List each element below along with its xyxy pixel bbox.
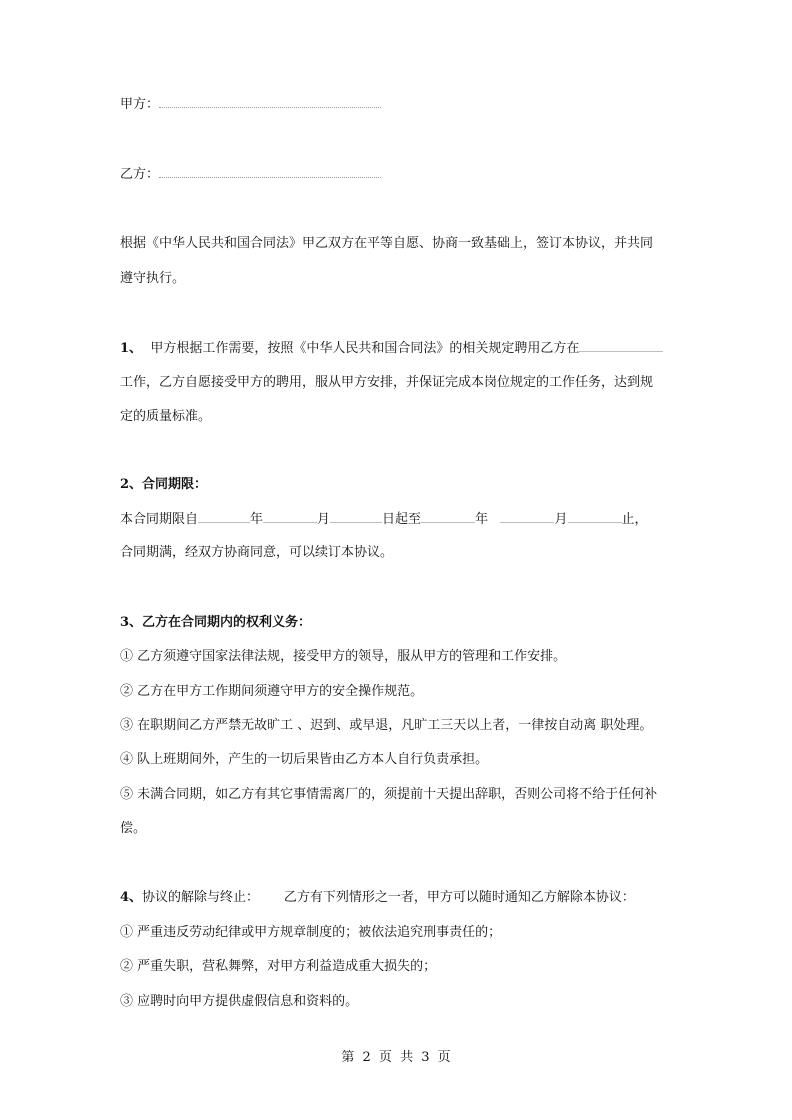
section-4-line-1 bbox=[120, 889, 635, 907]
term-end-label: 止， bbox=[621, 512, 648, 527]
footer-ye-1: 页 bbox=[378, 1050, 392, 1065]
footer-ye-2: 页 bbox=[437, 1050, 451, 1065]
start-day-label: 日起至 bbox=[382, 512, 422, 527]
section-4-item-2: ② 严重失职，营私舞弊，对甲方利益造成重大损失的； bbox=[120, 959, 437, 974]
section-4-item-3: ③ 应聘时向甲方提供虚假信息和资料的。 bbox=[120, 994, 359, 1009]
party-a-blank bbox=[159, 95, 381, 108]
section-3-item-4: ④ 队上班期间外，产生的一切后果皆由乙方本人自行负责承担。 bbox=[120, 752, 489, 767]
section-1-line-1 bbox=[120, 339, 663, 358]
section-3-item-5-continued: 偿。 bbox=[120, 821, 147, 836]
start-year-blank bbox=[198, 510, 250, 523]
party-b-blank bbox=[159, 165, 381, 178]
section-1-text: 甲方根据工作需要，按照《中华人民共和国合同法》的相关规定聘用乙方在 bbox=[150, 341, 580, 356]
term-start-label: 本合同期限自 bbox=[120, 512, 199, 527]
page-footer bbox=[0, 1049, 792, 1067]
section-4-intro: 乙方有下列情形之一者，甲方可以随时通知乙方解除本协议： bbox=[283, 890, 635, 905]
section-2-line-2: 合同期满，经双方协商同意，可以续订本协议。 bbox=[120, 545, 394, 560]
party-a-line bbox=[120, 95, 381, 114]
start-day-blank bbox=[330, 510, 382, 523]
section-4-title: 协议的解除与终止： bbox=[142, 890, 260, 905]
section-3-item-3: ③ 在职期间乙方严禁无故旷工 、迟到、或早退，凡旷工三天以上者，一律按自动离 职处理。 bbox=[120, 718, 653, 733]
preamble-line-2: 遵守执行。 bbox=[120, 271, 186, 286]
party-a-label: 甲方： bbox=[120, 97, 160, 112]
section-3-title: 3、乙方在合同期内的权利义务： bbox=[120, 615, 312, 630]
footer-di: 第 bbox=[341, 1050, 355, 1065]
section-1-number: 1、 bbox=[120, 341, 143, 356]
section-3-item-5: ⑤ 未满合同期，如乙方有其它事情需离厂的，须提前十天提出辞职，否则公司将不给于任何补 bbox=[120, 787, 658, 802]
footer-total-pages: 3 bbox=[421, 1050, 430, 1065]
footer-page-number: 2 bbox=[362, 1050, 371, 1065]
footer-gong: 共 bbox=[400, 1050, 414, 1065]
end-day-blank bbox=[568, 510, 622, 523]
section-4-item-1: ① 严重违反劳动纪律或甲方规章制度的；被依法追究刑事责任的； bbox=[120, 925, 502, 940]
section-2-title: 2、合同期限： bbox=[120, 477, 208, 492]
section-2-line-1 bbox=[120, 510, 648, 529]
start-year-label: 年 bbox=[250, 512, 264, 527]
end-year-label: 年 bbox=[475, 512, 489, 527]
end-month-label: 月 bbox=[554, 512, 568, 527]
section-3-item-1: ① 乙方须遵守国家法律法规，接受甲方的领导，服从甲方的管理和工作安排。 bbox=[120, 649, 567, 664]
party-b-label: 乙方： bbox=[120, 167, 160, 182]
section-3-item-2: ② 乙方在甲方工作期间须遵守甲方的安全操作规范。 bbox=[120, 684, 424, 699]
start-month-blank bbox=[263, 510, 317, 523]
end-month-blank bbox=[500, 510, 554, 523]
section-1-line-2: 工作，乙方自愿接受甲方的聘用，服从甲方安排，并保证完成本岗位规定的工作任务，达到规 bbox=[120, 375, 654, 390]
section-4-number: 4、 bbox=[120, 890, 143, 905]
start-month-label: 月 bbox=[317, 512, 331, 527]
end-year-blank bbox=[421, 510, 475, 523]
preamble-line-1: 根据《中华人民共和国合同法》甲乙双方在平等自愿、协商一致基础上，签订本协议，并共同 bbox=[120, 236, 654, 251]
section-1-line-3: 定的质量标准。 bbox=[120, 409, 212, 424]
section-1-position-blank bbox=[579, 339, 663, 352]
party-b-line bbox=[120, 165, 381, 184]
